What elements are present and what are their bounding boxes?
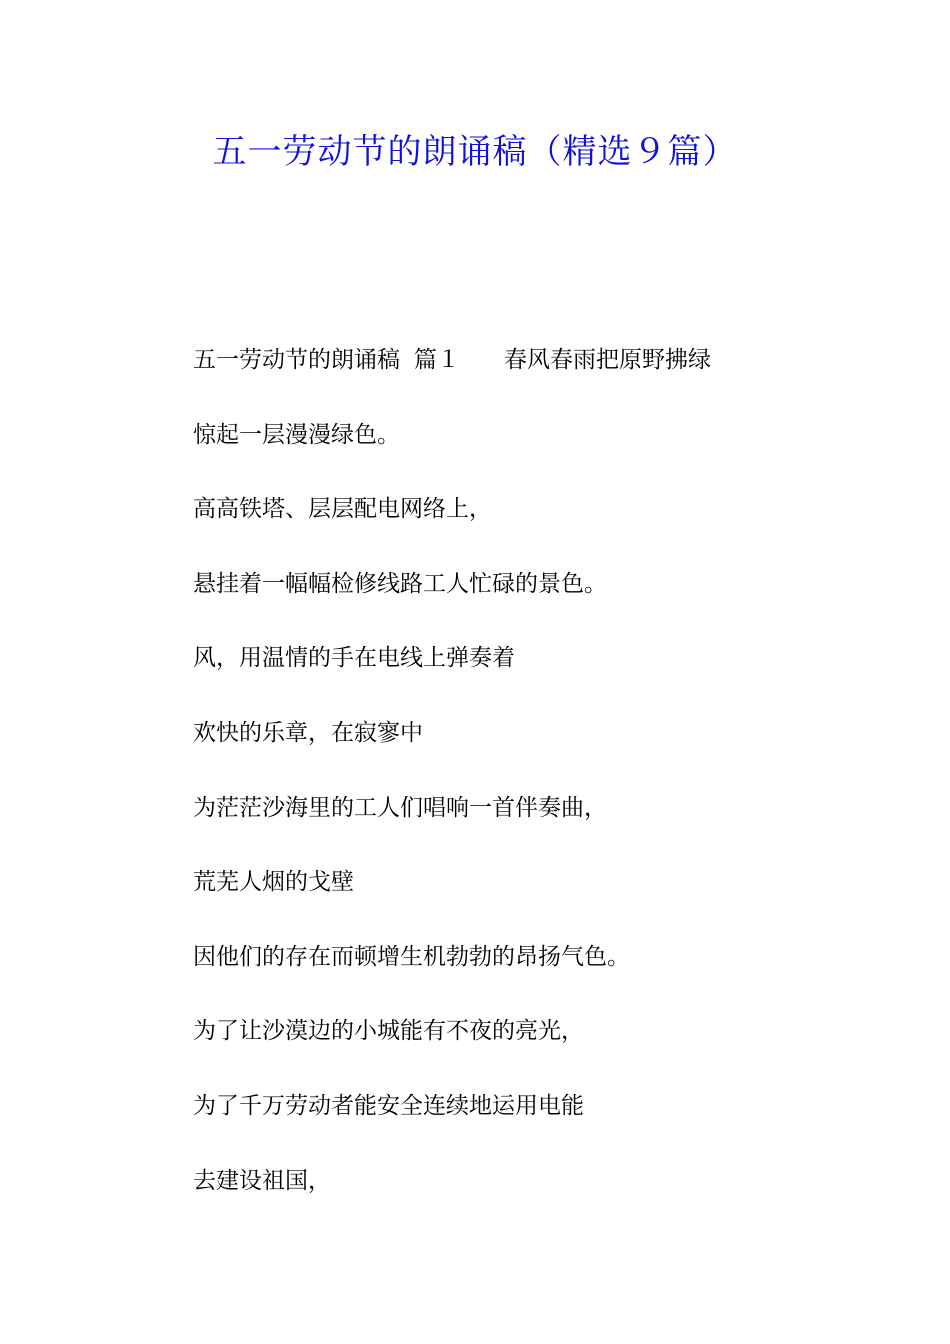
- poem-line: 为茫茫沙海里的工人们唱响一首伴奏曲，: [193, 794, 607, 821]
- poem-first-line: 春风春雨把原野拂绿: [504, 347, 711, 373]
- section-heading-label: 五一劳动节的朗诵稿: [193, 347, 400, 373]
- poem-line: 风，用温情的手在电线上弹奏着: [193, 645, 515, 672]
- poem-line: 因他们的存在而顿增生机勃勃的昂扬气色。: [193, 943, 630, 970]
- poem-line: 悬挂着一幅幅检修线路工人忙碌的景色。: [193, 570, 607, 597]
- poem-line: 为了千万劳动者能安全连续地运用电能: [193, 1092, 584, 1119]
- poem-line: 欢快的乐章，在寂寥中: [193, 719, 423, 746]
- poem-line: 高高铁塔、层层配电网络上，: [193, 496, 492, 523]
- poem-line: 荒芜人烟的戈壁: [193, 869, 354, 896]
- document-title: 五一劳动节的朗诵稿（精选９篇）: [212, 132, 738, 172]
- poem-line: 去建设祖国，: [193, 1167, 331, 1194]
- poem-line: 为了让沙漠边的小城能有不夜的亮光，: [193, 1018, 584, 1045]
- poem-line: 惊起一层漫漫绿色。: [193, 421, 400, 448]
- section-heading-line: [193, 340, 893, 380]
- poem-body: [193, 340, 893, 1235]
- section-number: 篇１: [414, 347, 460, 373]
